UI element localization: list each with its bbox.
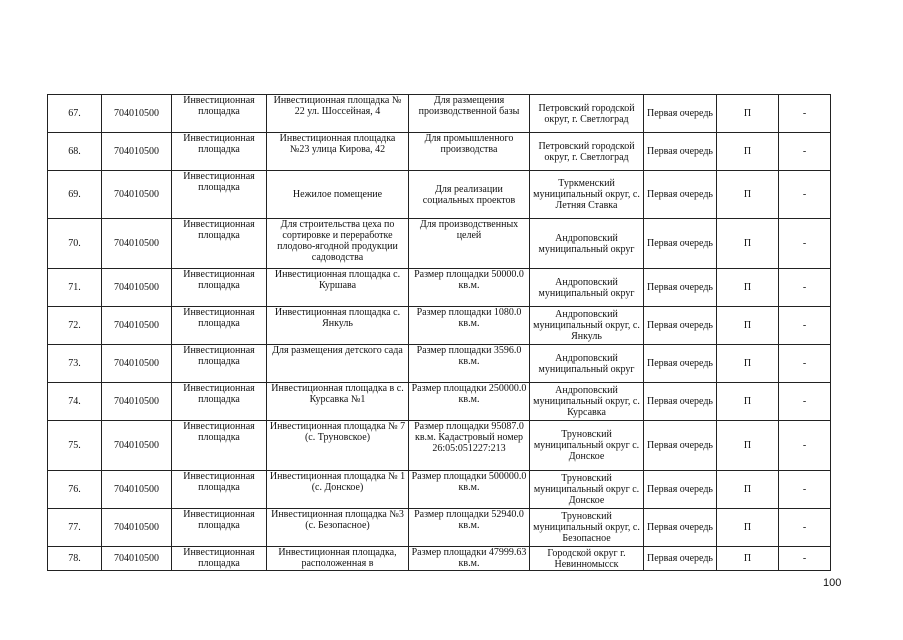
row-mark: П [717,95,779,133]
row-extra: - [779,345,831,383]
row-location: Андроповский муниципальный округ [530,219,644,269]
row-extra: - [779,269,831,307]
row-number: 75. [48,421,102,471]
row-number: 73. [48,345,102,383]
row-mark: П [717,471,779,509]
row-purpose: Размер площадки 52940.0 кв.м. [409,509,530,547]
row-priority: Первая очередь [644,95,717,133]
row-type: Инвестиционная площадка [172,547,267,571]
row-code: 704010500 [102,219,172,269]
table-row [48,345,831,383]
row-number: 67. [48,95,102,133]
row-extra: - [779,307,831,345]
row-name: Инвестиционная площадка, расположенная в [267,547,409,571]
row-name: Инвестиционная площадка с. Янкуль [267,307,409,345]
row-priority: Первая очередь [644,219,717,269]
row-priority: Первая очередь [644,509,717,547]
table-row [48,219,831,269]
row-number: 78. [48,547,102,571]
row-mark: П [717,345,779,383]
row-purpose: Размер площадки 50000.0 кв.м. [409,269,530,307]
row-code: 704010500 [102,269,172,307]
row-priority: Первая очередь [644,269,717,307]
table-row [48,471,831,509]
row-extra: - [779,421,831,471]
row-number: 70. [48,219,102,269]
row-mark: П [717,421,779,471]
row-location: Петровский городской округ, г. Светлоград [530,95,644,133]
row-location: Андроповский муниципальный округ [530,345,644,383]
row-name: Инвестиционная площадка в с. Курсавка №1 [267,383,409,421]
row-name: Инвестиционная площадка №23 улица Кирова, 42 [267,133,409,171]
row-name: Для строительства цеха по сортировке и переработке плодово-ягодной продукции садоводства [267,219,409,269]
row-purpose: Размер площадки 3596.0 кв.м. [409,345,530,383]
row-priority: Первая очередь [644,133,717,171]
row-location: Труновский муниципальный округ, с. Безопасное [530,509,644,547]
row-priority: Первая очередь [644,171,717,219]
row-purpose: Для реализации социальных проектов [409,171,530,219]
row-mark: П [717,509,779,547]
row-code: 704010500 [102,509,172,547]
table-row [48,95,831,133]
row-type: Инвестиционная площадка [172,269,267,307]
row-location: Труновский муниципальный округ с. Донское [530,421,644,471]
row-extra: - [779,133,831,171]
row-location: Андроповский муниципальный округ, с. Курсавка [530,383,644,421]
row-priority: Первая очередь [644,345,717,383]
row-code: 704010500 [102,471,172,509]
row-mark: П [717,171,779,219]
row-name: Инвестиционная площадка №3 (с. Безопасное) [267,509,409,547]
row-purpose: Размер площадки 95087.0 кв.м. Кадастровый номер 26:05:051227:213 [409,421,530,471]
row-priority: Первая очередь [644,383,717,421]
row-name: Для размещения детского сада [267,345,409,383]
row-type: Инвестиционная площадка [172,95,267,133]
row-code: 704010500 [102,307,172,345]
table-row [48,421,831,471]
table-row [48,307,831,345]
row-number: 72. [48,307,102,345]
row-extra: - [779,219,831,269]
row-number: 76. [48,471,102,509]
row-number: 71. [48,269,102,307]
row-code: 704010500 [102,547,172,571]
row-location: Петровский городской округ, г. Светлоград [530,133,644,171]
row-name: Нежилое помещение [267,171,409,219]
row-name: Инвестиционная площадка № 7 (с. Труновское) [267,421,409,471]
row-mark: П [717,269,779,307]
row-number: 69. [48,171,102,219]
row-type: Инвестиционная площадка [172,383,267,421]
row-priority: Первая очередь [644,547,717,571]
table-row [48,383,831,421]
table-row [48,547,831,571]
row-extra: - [779,383,831,421]
table-row [48,171,831,219]
row-location: Андроповский муниципальный округ, с. Янкуль [530,307,644,345]
row-purpose: Для производственных целей [409,219,530,269]
investment-sites-table [47,94,831,571]
row-type: Инвестиционная площадка [172,219,267,269]
row-purpose: Размер площадки 47999.63 кв.м. [409,547,530,571]
row-mark: П [717,133,779,171]
row-name: Инвестиционная площадка № 22 ул. Шоссейная, 4 [267,95,409,133]
row-number: 74. [48,383,102,421]
table-row [48,269,831,307]
row-location: Городской округ г. Невинномысск [530,547,644,571]
row-priority: Первая очередь [644,307,717,345]
row-extra: - [779,171,831,219]
row-location: Туркменский муниципальный округ, с. Летняя Ставка [530,171,644,219]
row-type: Инвестиционная площадка [172,307,267,345]
row-purpose: Для промышленного производства [409,133,530,171]
row-name: Инвестиционная площадка № 1 (с. Донское) [267,471,409,509]
row-type: Инвестиционная площадка [172,133,267,171]
row-code: 704010500 [102,95,172,133]
row-type: Инвестиционная площадка [172,509,267,547]
row-location: Андроповский муниципальный округ [530,269,644,307]
row-purpose: Размер площадки 250000.0 кв.м. [409,383,530,421]
row-priority: Первая очередь [644,471,717,509]
row-purpose: Размер площадки 500000.0 кв.м. [409,471,530,509]
row-number: 77. [48,509,102,547]
table-row [48,133,831,171]
row-number: 68. [48,133,102,171]
row-code: 704010500 [102,383,172,421]
row-type: Инвестиционная площадка [172,471,267,509]
row-extra: - [779,547,831,571]
table-row [48,509,831,547]
row-extra: - [779,95,831,133]
row-purpose: Размер площадки 1080.0 кв.м. [409,307,530,345]
row-mark: П [717,219,779,269]
row-type: Инвестиционная площадка [172,345,267,383]
row-type: Инвестиционная площадка [172,421,267,471]
page-number: 100 [823,577,842,589]
row-location: Труновский муниципальный округ с. Донское [530,471,644,509]
row-priority: Первая очередь [644,421,717,471]
row-purpose: Для размещения производственной базы [409,95,530,133]
row-extra: - [779,471,831,509]
row-code: 704010500 [102,421,172,471]
row-code: 704010500 [102,345,172,383]
row-name: Инвестиционная площадка с. Куршава [267,269,409,307]
row-extra: - [779,509,831,547]
row-mark: П [717,547,779,571]
row-mark: П [717,307,779,345]
row-code: 704010500 [102,171,172,219]
row-code: 704010500 [102,133,172,171]
row-mark: П [717,383,779,421]
row-type: Инвестиционная площадка [172,171,267,219]
